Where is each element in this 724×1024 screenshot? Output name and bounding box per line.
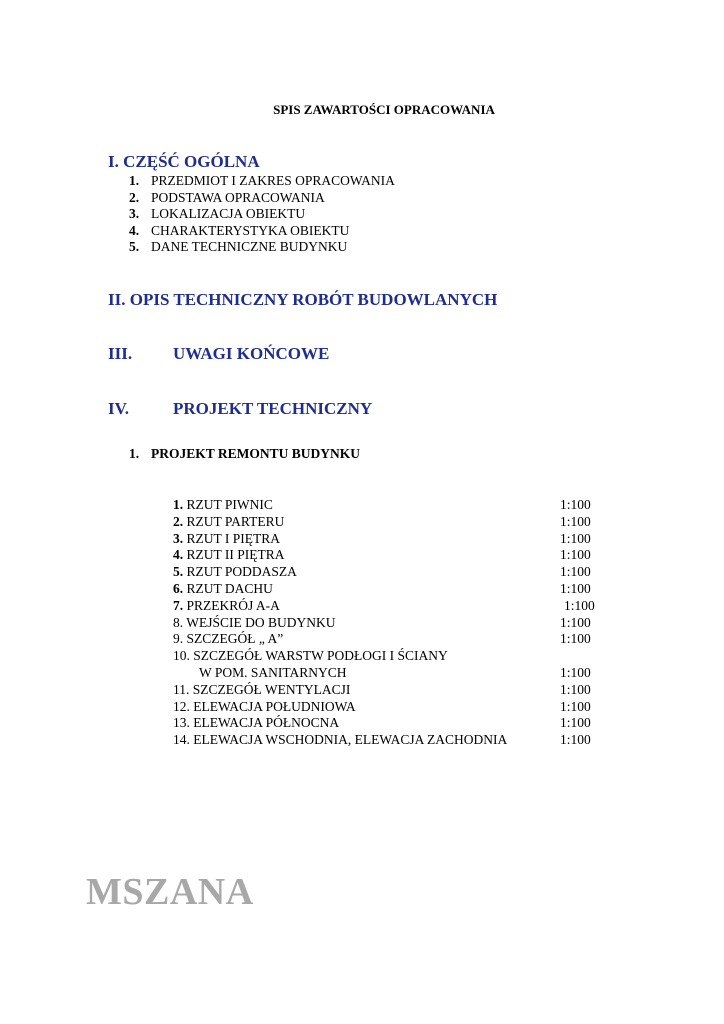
drawing-row: 7. PRZEKRÓJ A-A 1:100	[173, 597, 595, 613]
drawing-row: 10. SZCZEGÓŁ WARSTW PODŁOGI I ŚCIANY	[173, 648, 448, 664]
drawing-row: 12. ELEWACJA POŁUDNIOWA 1:100	[173, 698, 591, 714]
location-stamp: MSZANA	[86, 871, 254, 913]
section-3-number: III.	[108, 344, 133, 363]
drawing-row: 9. SZCZEGÓŁ „ A” 1:100	[173, 631, 591, 647]
drawing-row: 11. SZCZEGÓŁ WENTYLACJI 1:100	[173, 681, 591, 697]
document-title: SPIS ZAWARTOŚCI OPRACOWANIA	[273, 102, 495, 117]
drawing-row: W POM. SANITARNYCH 1:100	[199, 664, 591, 680]
drawing-row: 5. RZUT PODDASZA 1:100	[173, 564, 591, 580]
section-4-number: IV.	[108, 399, 129, 418]
list-item: 5. DANE TECHNICZNE BUDYNKU	[129, 239, 348, 254]
drawing-row: 2. RZUT PARTERU 1:100	[173, 513, 591, 529]
list-item: 2. PODSTAWA OPRACOWANIA	[129, 189, 325, 205]
section-4-heading: PROJEKT TECHNICZNY	[173, 399, 373, 418]
drawings-list	[173, 497, 597, 749]
list-item: 1. PRZEDMIOT I ZAKRES OPRACOWANIA	[129, 173, 395, 188]
section-4-subsection: 1. PROJEKT REMONTU BUDYNKU	[129, 446, 361, 461]
section-3-heading: UWAGI KOŃCOWE	[173, 344, 330, 363]
drawing-row: 14. ELEWACJA WSCHODNIA, ELEWACJA ZACHODNIA 1:100	[173, 732, 591, 748]
section-2-heading: II. OPIS TECHNICZNY ROBÓT BUDOWLANYCH	[108, 290, 498, 309]
list-item: 4. CHARAKTERYSTYKA OBIEKTU	[129, 222, 350, 238]
section-1-list	[129, 173, 395, 256]
drawing-row: 3. RZUT I PIĘTRA 1:100	[173, 530, 591, 546]
drawing-row: 6. RZUT DACHU 1:100	[173, 580, 591, 596]
list-item: 3. LOKALIZACJA OBIEKTU	[129, 206, 306, 221]
section-1-heading: I. CZĘŚĆ OGÓLNA	[108, 152, 260, 171]
drawing-row: 1. RZUT PIWNIC 1:100	[173, 497, 591, 512]
drawing-row: 4. RZUT II PIĘTRA 1:100	[173, 547, 591, 563]
drawing-row: 13. ELEWACJA PÓŁNOCNA 1:100	[173, 715, 591, 731]
drawing-row: 8. WEJŚCIE DO BUDYNKU 1:100	[173, 614, 591, 630]
